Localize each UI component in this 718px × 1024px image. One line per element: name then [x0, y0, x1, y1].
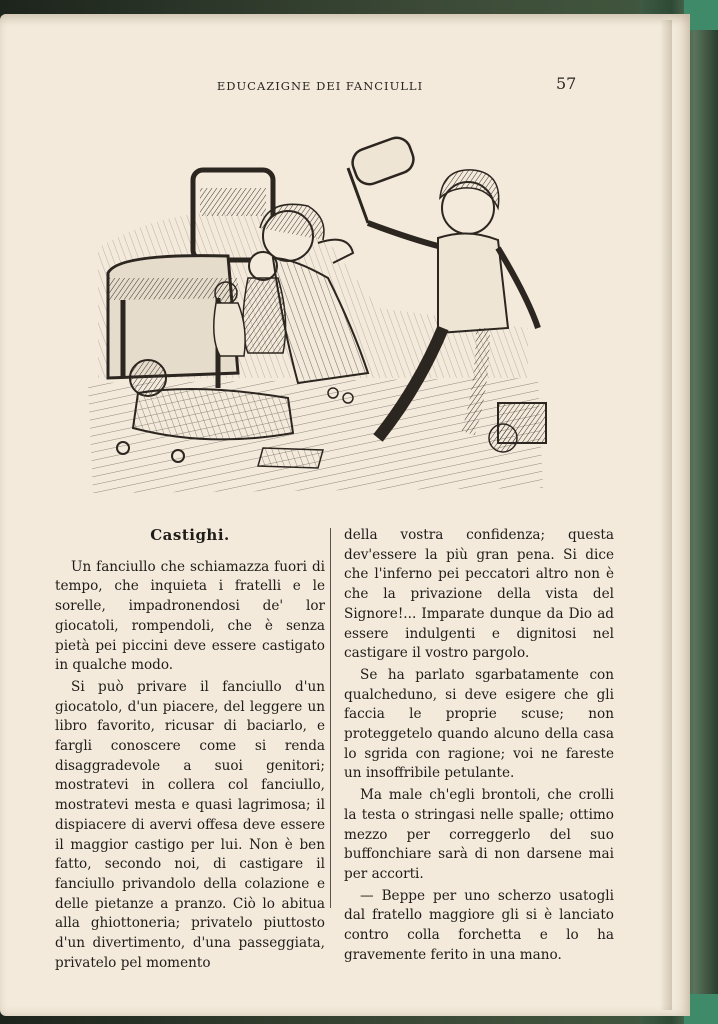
- left-column: [55, 526, 325, 973]
- page-number: 57: [556, 74, 577, 93]
- column-divider: [330, 528, 331, 908]
- paragraph: Si può privare il fanciullo d'un giocatolo, d'un piacere, del leggere un libro favorito, ricusar di baciarlo, e fargli conoscere come si renda disaggradevole a suoi genitori; mostratevi in collera col fanciullo, mostratevi mesta e quasi lagrimosa; il dispiacere di avervi offesa deve essere il maggior castigo per lui. Non è ben fatto, secondo noi, di castigare il fanciullo privandolo della colazione e delle pietanze a pranzo. Ciò lo abitua alla ghiottoneria; privatelo piuttosto d'un divertimento, d'una passeggiata, privatelo pel momento: [55, 678, 325, 971]
- section-title: Castighi.: [150, 526, 230, 544]
- paragraph: — Beppe per uno scherzo usatogli dal fratello maggiore gli si è lanciato contro colla forchetta e lo ha gravemente ferito in una mano.: [344, 887, 614, 963]
- running-title: EDUCAZIGNE DEI FANCIULLI: [216, 79, 424, 93]
- paragraph: della vostra confidenza; questa dev'essere la più gran pena. Si dice che l'inferno pei peccatori altro non è che la privazione della vista del Signore!... Imparate dunque da Dio ad essere indulgenti e dignitosi nel castigare il vostro pargolo.: [344, 527, 614, 662]
- children-playing-illustration: [78, 128, 548, 498]
- paragraph: Se ha parlato sgarbatamente con qualcheduno, si deve esigere che gli faccia le proprie scuse; non proteggetelo quando alcuno della casa lo sgrida con ragione; voi ne fareste un insoffribile petulante.: [344, 666, 614, 782]
- paragraph: Ma male ch'egli brontoli, che crolli la testa o stringasi nelle spalle; ottimo mezzo per correggerlo del suo buffonchiare sarà di non darsene mai per accorti.: [344, 787, 614, 882]
- right-column: [344, 526, 614, 965]
- paragraph: Un fanciullo che schiamazza fuori di tempo, che inquieta i fratelli e le sorelle, impadronendosi de' lor giocatoli, rompendoli, che è senza pietà pei piccini deve essere castigato in qualche modo.: [55, 558, 325, 674]
- page-gutter-shadow: [660, 20, 672, 1010]
